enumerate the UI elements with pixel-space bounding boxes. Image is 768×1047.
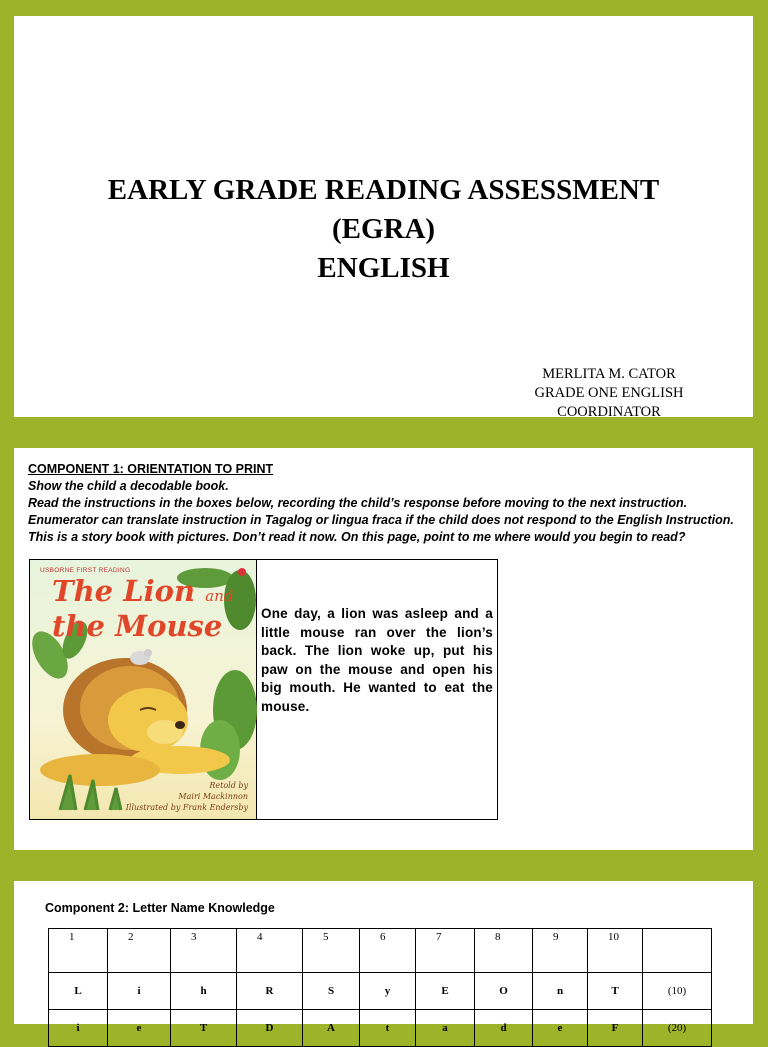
component-1-slide — [14, 448, 753, 850]
letter-cell: L — [49, 973, 108, 1010]
column-number: 3 — [171, 929, 237, 973]
column-number: 6 — [360, 929, 416, 973]
instruction-1: Show the child a decodable book. — [28, 479, 229, 493]
author-role-2: COORDINATOR — [557, 404, 661, 420]
component-1-text — [28, 461, 748, 546]
letter-cell: T — [171, 1010, 237, 1047]
letter-cell: E — [416, 973, 475, 1010]
book-credit-line-2: Mairi Mackinnon — [178, 792, 248, 801]
instruction-3: Enumerator can translate instruction in Tagalog or lingua fraca if the child does not respond to the English Instruction. — [28, 513, 734, 527]
book-title-word1: The Lion — [52, 574, 196, 608]
book-credit — [126, 780, 248, 813]
column-number: 4 — [237, 929, 303, 973]
author-name: MERLITA M. CATOR — [542, 366, 676, 382]
row-count-cell: (20) — [643, 1010, 712, 1047]
letter-cell: T — [588, 973, 643, 1010]
book-title — [52, 576, 252, 641]
main-title — [14, 171, 753, 288]
letter-cell: e — [533, 1010, 588, 1047]
book-series: USBORNE FIRST READING — [40, 567, 131, 574]
letter-cell: a — [416, 1010, 475, 1047]
letter-cell: e — [108, 1010, 171, 1047]
column-number: 7 — [416, 929, 475, 973]
title-line-3: ENGLISH — [317, 252, 450, 284]
letter-cell: i — [108, 973, 171, 1010]
author-role-1: GRADE ONE ENGLISH — [534, 385, 684, 401]
letter-cell: A — [303, 1010, 360, 1047]
component-2-slide — [14, 881, 753, 1034]
letter-table-header-row — [49, 929, 712, 973]
column-number — [643, 929, 712, 973]
letter-cell: D — [237, 1010, 303, 1047]
story-text: One day, a lion was asleep and a little mouse ran over the lion’s back. The lion woke up, put his paw on the mouse and open his big mouth. He wanted to eat the mouse. — [261, 606, 493, 714]
row-count-cell: (10) — [643, 973, 712, 1010]
letter-cell: R — [237, 973, 303, 1010]
column-number: 10 — [588, 929, 643, 973]
title-slide — [14, 16, 753, 420]
letter-cell: h — [171, 973, 237, 1010]
letter-cell: i — [49, 1010, 108, 1047]
letter-cell: F — [588, 1010, 643, 1047]
instruction-2: Read the instructions in the boxes below, recording the child’s response before moving to the next instruction. — [28, 496, 688, 510]
component-2-heading: Component 2: Letter Name Knowledge — [45, 901, 275, 915]
column-number: 5 — [303, 929, 360, 973]
title-line-1: EARLY GRADE READING ASSESSMENT — [107, 174, 660, 206]
letter-row-1 — [49, 973, 712, 1010]
author-block — [494, 365, 724, 422]
letter-cell: t — [360, 1010, 416, 1047]
letter-cell: O — [475, 973, 533, 1010]
book-spread — [29, 559, 498, 820]
book-title-and: and — [205, 587, 234, 605]
column-number: 2 — [108, 929, 171, 973]
column-number: 9 — [533, 929, 588, 973]
letter-cell: d — [475, 1010, 533, 1047]
book-cover — [30, 560, 257, 819]
letter-cell: n — [533, 973, 588, 1010]
instruction-4: This is a story book with pictures. Don’t read it now. On this page, point to me where would you begin to read? — [28, 530, 686, 544]
book-credit-line-3: Illustrated by Frank Endersby — [125, 803, 248, 812]
column-number: 1 — [49, 929, 108, 973]
letter-cell: y — [360, 973, 416, 1010]
book-credit-line-1: Retold by — [209, 781, 248, 790]
letter-table — [48, 928, 712, 1047]
column-number: 8 — [475, 929, 533, 973]
title-line-2: (EGRA) — [331, 213, 436, 245]
letter-cell: S — [303, 973, 360, 1010]
book-title-line2: the Mouse — [52, 609, 223, 643]
letter-row-2 — [49, 1010, 712, 1047]
component-1-heading: COMPONENT 1: ORIENTATION TO PRINT — [28, 462, 274, 476]
